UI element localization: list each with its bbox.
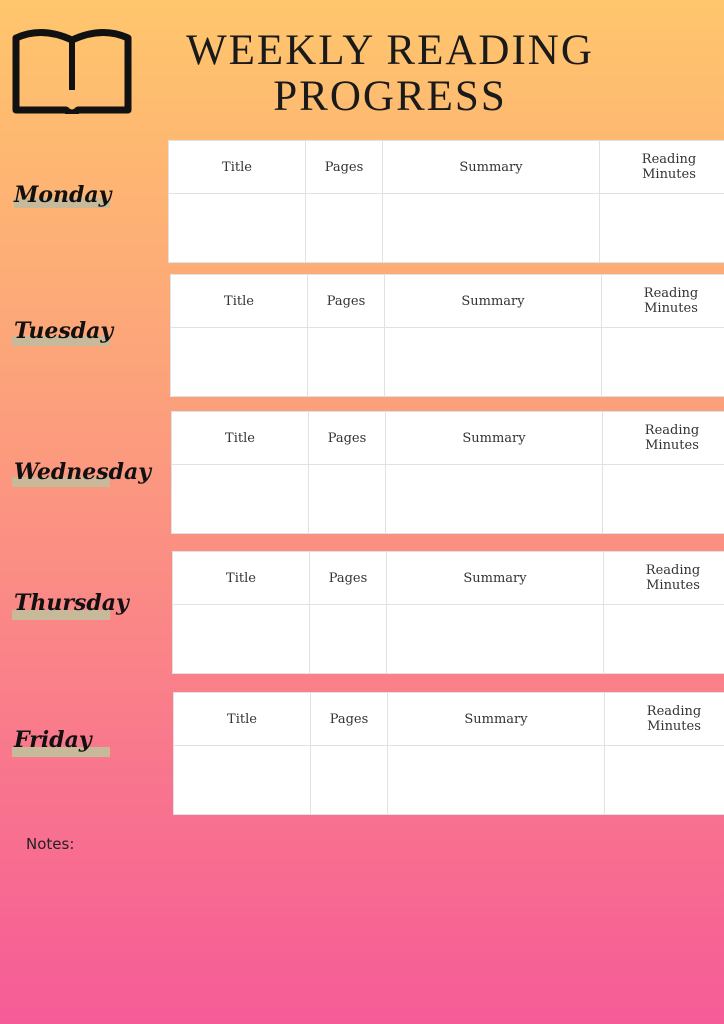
table-entry-row (174, 746, 724, 815)
day-label-wednesday (14, 459, 151, 485)
title-cell[interactable] (174, 746, 311, 815)
column-header-pages: Pages (308, 275, 385, 328)
day-name: Monday (14, 182, 112, 208)
column-header-line: Minutes (645, 438, 699, 453)
table-entry-row (173, 605, 724, 674)
day-label-tuesday (14, 318, 113, 344)
reading-minutes-cell[interactable] (603, 465, 724, 534)
column-header-summary: Summary (388, 693, 605, 746)
summary-cell[interactable] (383, 194, 600, 263)
pages-cell[interactable] (308, 328, 385, 397)
reading-table-friday (173, 692, 724, 815)
column-header-summary: Summary (386, 412, 603, 465)
summary-cell[interactable] (388, 746, 605, 815)
column-header-line: Minutes (647, 719, 701, 734)
table-header-row (169, 141, 724, 194)
column-header-title: Title (173, 552, 310, 605)
title-cell[interactable] (173, 605, 310, 674)
title-cell[interactable] (171, 328, 308, 397)
column-header-line: Reading (644, 423, 700, 438)
day-label-friday (14, 727, 92, 753)
column-header-title: Title (172, 412, 309, 465)
table-entry-row (171, 328, 724, 397)
title-cell[interactable] (172, 465, 309, 534)
table-header-row (174, 693, 724, 746)
column-header-reading-minutes (604, 552, 724, 605)
column-header-pages: Pages (311, 693, 388, 746)
day-name: Tuesday (14, 318, 114, 344)
summary-cell[interactable] (387, 605, 604, 674)
column-header-line: Minutes (646, 578, 700, 593)
column-header-reading-minutes (605, 693, 724, 746)
pages-cell[interactable] (310, 605, 387, 674)
column-header-line: Reading (645, 563, 701, 578)
reading-minutes-cell[interactable] (605, 746, 724, 815)
pages-cell[interactable] (309, 465, 386, 534)
table-entry-row (169, 194, 724, 263)
summary-cell[interactable] (385, 328, 602, 397)
table-entry-row (172, 465, 724, 534)
column-header-summary: Summary (383, 141, 600, 194)
reading-minutes-cell[interactable] (602, 328, 724, 397)
page-title (150, 28, 630, 120)
title-line-1: WEEKLY READING (186, 27, 594, 74)
column-header-summary: Summary (385, 275, 602, 328)
reading-table-monday (168, 140, 724, 263)
column-header-title: Title (171, 275, 308, 328)
column-header-line: Reading (646, 704, 702, 719)
pages-cell[interactable] (306, 194, 383, 263)
column-header-line: Reading (643, 286, 699, 301)
column-header-line: Minutes (642, 167, 696, 182)
open-book-icon (12, 24, 132, 114)
column-header-title: Title (169, 141, 306, 194)
column-header-pages: Pages (306, 141, 383, 194)
notes-label: Notes: (26, 835, 75, 853)
reading-table-tuesday (170, 274, 724, 397)
reading-table-thursday (172, 551, 724, 674)
day-name: Friday (14, 727, 92, 753)
column-header-pages: Pages (310, 552, 387, 605)
column-header-reading-minutes (603, 412, 724, 465)
reading-table-wednesday (171, 411, 724, 534)
reading-minutes-cell[interactable] (600, 194, 724, 263)
column-header-reading-minutes (602, 275, 724, 328)
day-name: Thursday (14, 590, 129, 616)
column-header-summary: Summary (387, 552, 604, 605)
table-header-row (171, 275, 724, 328)
title-cell[interactable] (169, 194, 306, 263)
title-line-2: PROGRESS (273, 73, 507, 120)
column-header-pages: Pages (309, 412, 386, 465)
column-header-line: Reading (641, 152, 697, 167)
day-label-thursday (14, 590, 129, 616)
column-header-title: Title (174, 693, 311, 746)
table-header-row (172, 412, 724, 465)
pages-cell[interactable] (311, 746, 388, 815)
column-header-reading-minutes (600, 141, 724, 194)
column-header-line: Minutes (644, 301, 698, 316)
day-label-monday (14, 182, 111, 208)
day-name: Wednesday (14, 459, 152, 485)
reading-minutes-cell[interactable] (604, 605, 724, 674)
table-header-row (173, 552, 724, 605)
summary-cell[interactable] (386, 465, 603, 534)
